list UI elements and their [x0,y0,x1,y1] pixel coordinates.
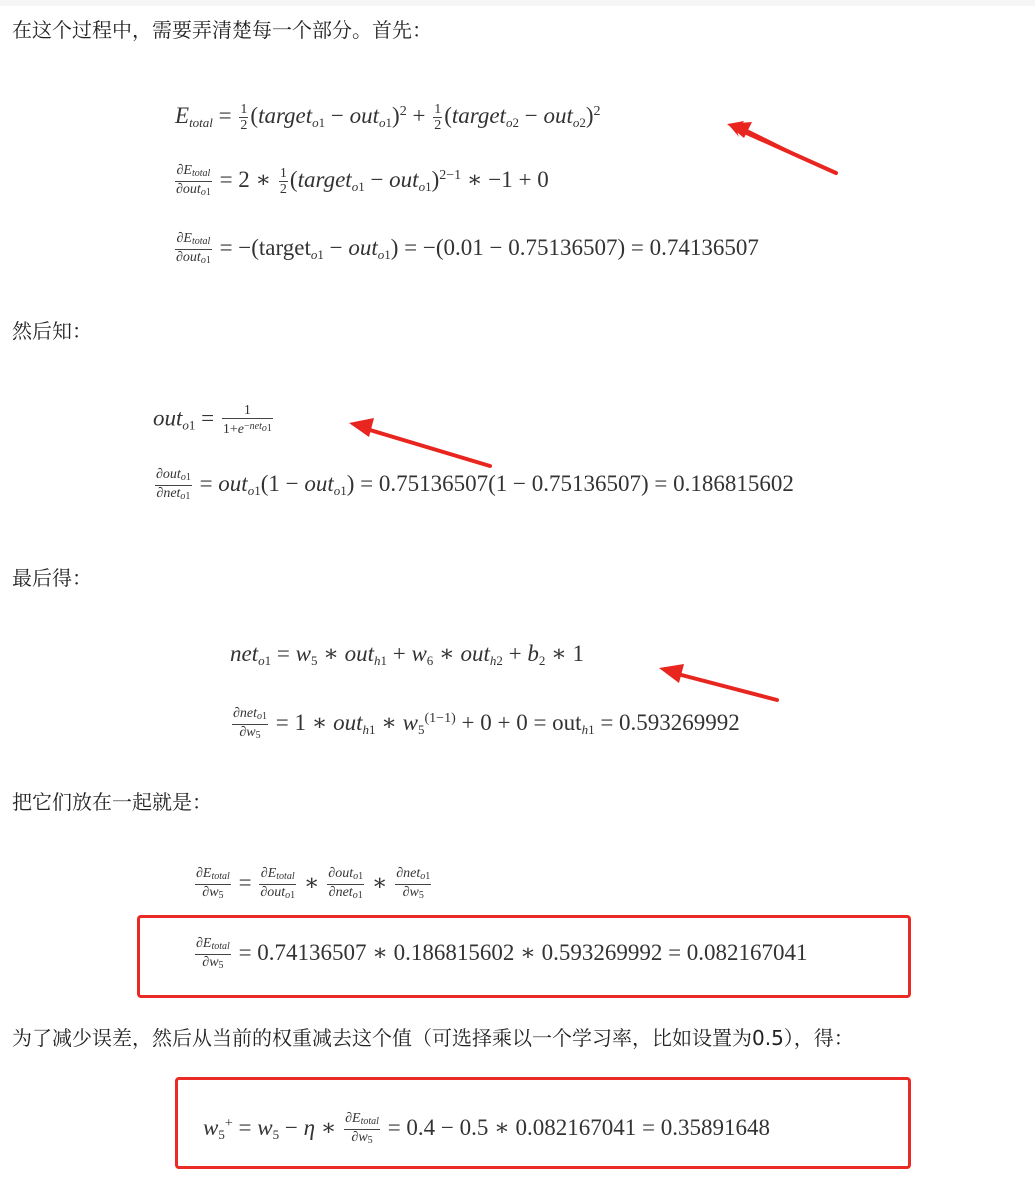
equation-partial-net-w5: $\frac{\partial net_{o1}}{\partial w_5}$ = 1 ∗ out$_{h1}$ ∗ $w_5^{(1-1)} + 0 + 0 = out_{h1} = 0.593269992$ [233,706,740,742]
equation-gradient-value: $\frac{\partial E_{total}}{\partial w_5}$ = 0.74136507 ∗ 0.186815602 ∗ 0.593269992 = 0.082167041 [196,936,808,971]
red-arrow-icon [727,121,836,173]
equation-sigmoid: out$_{o1}$ = $\frac{1}{1+e^{-net_{o1}}}$ [153,403,272,437]
equation-chain-rule: $\frac{\partial E_{total}}{\partial w_5}$ = $\frac{\partial E_{total}}{\partial out_{o1}}$ ∗ $\frac{\partial out_{o1}}{\partial net_{o1}}$ ∗ $\frac{\partial net_{o1}}{\partial w_5}$ [196,866,431,901]
then-know-text: 然后知： [12,319,92,343]
equation-partial-e-out-value: $\frac{\partial E_{total}}{\partial out_{o1}}$ = −(target$_{o1}$ − out$_{o1}$) = −(0.01 − 0.75136507) = 0.74136507 [176,231,759,266]
intro-text: 在这个过程中，需要弄清楚每一个部分。首先： [12,18,432,42]
red-arrow-icon [659,664,777,700]
red-arrow-icon [349,418,490,466]
finally-text: 最后得： [12,566,92,590]
equation-partial-e-out: $\frac{\partial E_{total}}{\partial out_{o1}}$ = 2 ∗ $\frac{1}{2}$ (target$_{o1}$ − out$_{o1}$)$^{2-1}$ ∗ −1 + 0 [176,163,549,199]
together-text: 把它们放在一起就是： [12,790,212,814]
equation-e-total: $E_{total}$ = $\frac{1}{2}$ (target$_{o1}$ − out$_{o1}$)$^2$ + $\frac{1}{2}$ (target$_{o2}$ − out$_{o2}$)$^2$ [175,102,601,134]
equation-net-o1: $net_{o1} = w_5$ ∗ $out_{h1} + w_6$ ∗ $out_{h2} + b_2$ ∗ 1 [230,641,584,668]
equation-partial-out-net: $\frac{\partial out_{o1}}{\partial net_{o1}}$ = out$_{o1}$(1 − out$_{o1}$) = 0.75136507(1 − 0.75136507) = 0.186815602 [156,467,794,502]
update-text: 为了减少误差，然后从当前的权重减去这个值（可选择乘以一个学习率，比如设置为0.5），得： [12,1026,854,1050]
equation-weight-update: $w_5^+ = w_5 - \eta$ ∗ $\frac{\partial E_{total}}{\partial w_5}$ = 0.4 − 0.5 ∗ 0.082167041 = 0.35891648 [203,1111,770,1147]
